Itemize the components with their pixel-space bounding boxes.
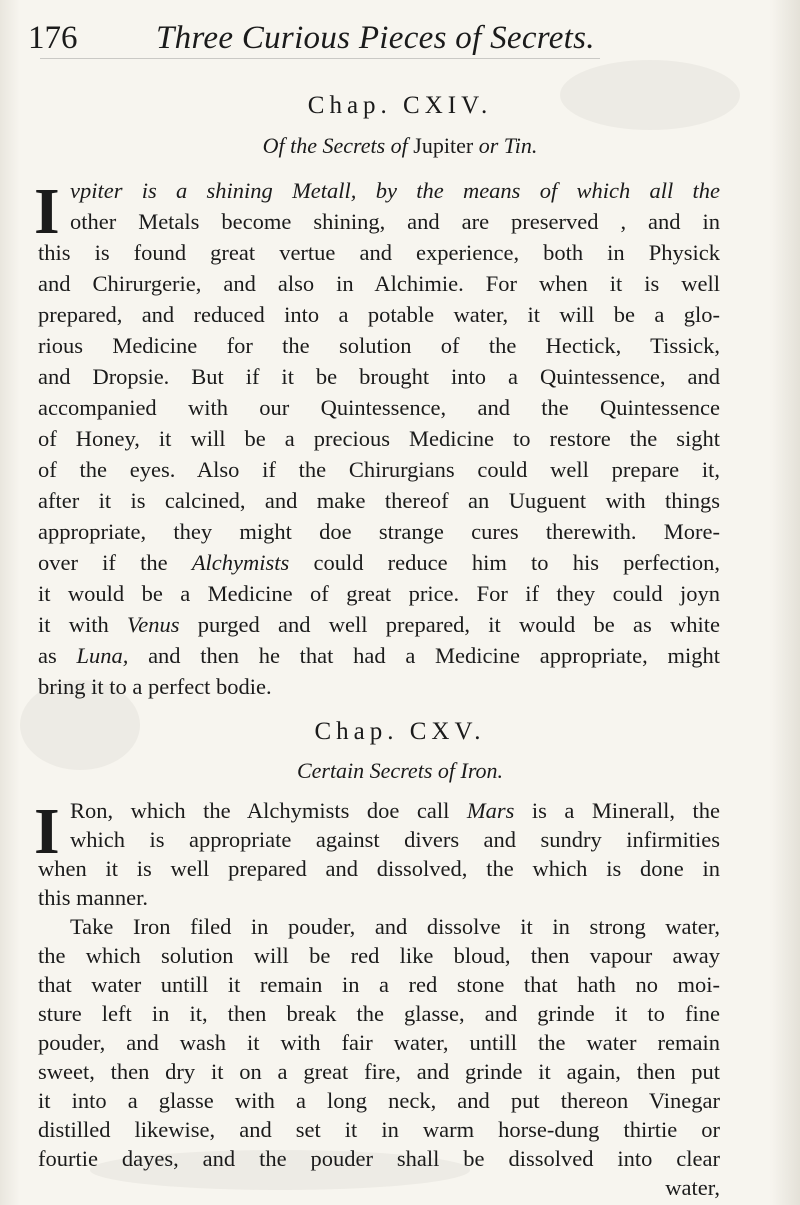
- text-line: rious Medicine for the solution of the Hectick, Tissick,: [38, 333, 720, 358]
- text-line: appropriate, they might doe strange cures therewith. More-: [38, 519, 720, 544]
- text-line: it would be a Medicine of great price. For if they could joyn: [38, 581, 720, 606]
- chapter-114-heading: Chap. CXIV.: [307, 92, 493, 119]
- text-line: and Chirurgerie, and also in Alchimie. For when it is well: [38, 271, 720, 296]
- text-line: fourtie dayes, and the pouder shall be dissolved into clear: [38, 1146, 720, 1171]
- text-line: this is found great vertue and experience, both in Physick: [38, 240, 720, 265]
- text-line: after it is calcined, and make thereof an Uuguent with things: [38, 488, 720, 513]
- text-line: Take Iron filed in pouder, and dissolve it in strong water,: [70, 914, 720, 939]
- catchword: water,: [665, 1175, 720, 1200]
- page-number: 176: [28, 20, 78, 56]
- text-line: sture left in it, then break the glasse, and grinde it to fine: [38, 1001, 720, 1026]
- subtitle-part: Of the Secrets of: [262, 133, 408, 158]
- drop-cap: I: [34, 795, 60, 868]
- text-line: sweet, then dry it on a great fire, and grinde it again, then put: [38, 1059, 720, 1084]
- text-line: and Dropsie. But if it be brought into a Quintessence, and: [38, 364, 720, 389]
- text-line: prepared, and reduced into a potable water, it will be a glo-: [38, 302, 720, 327]
- subtitle-part: Jupiter: [413, 133, 474, 158]
- text-line: that water untill it remain in a red stone that hath no moi-: [38, 972, 720, 997]
- text-line: bring it to a perfect bodie.: [38, 674, 272, 699]
- text-line: it with Venus purged and well prepared, it would be as white: [38, 612, 720, 637]
- header-rule: [40, 58, 600, 59]
- text-line: other Metals become shining, and are preserved , and in: [70, 209, 720, 234]
- text-line: of the eyes. Also if the Chirurgians could well prepare it,: [38, 457, 720, 482]
- text-line: the which solution will be red like bloud, then vapour away: [38, 943, 720, 968]
- text-line: of Honey, it will be a precious Medicine to restore the sight: [38, 426, 720, 451]
- subtitle-part: or Tin.: [478, 133, 538, 158]
- chapter-114-subtitle: [0, 133, 800, 159]
- text-line: this manner.: [38, 885, 148, 910]
- text-line: which is appropriate against divers and sundry infirmities: [70, 827, 720, 852]
- chapter-115-subtitle: Certain Secrets of Iron.: [296, 758, 504, 783]
- text-line: Ron, which the Alchymists doe call Mars is a Minerall, the: [70, 798, 720, 823]
- text-line: as Luna, and then he that had a Medicine appropriate, might: [38, 643, 721, 668]
- text-line: accompanied with our Quintessence, and the Quintessence: [38, 395, 720, 420]
- text-line: vpiter is a shining Metall, by the means of which all the: [70, 178, 720, 203]
- text-line: distilled likewise, and set it in warm horse-dung thirtie or: [38, 1117, 720, 1142]
- running-head: [28, 14, 728, 64]
- drop-cap: I: [34, 175, 60, 248]
- chapter-115-heading: Chap. CXV.: [314, 718, 486, 745]
- text-line: pouder, and wash it with fair water, untill the water remain: [38, 1030, 720, 1055]
- text-line: when it is well prepared and dissolved, the which is done in: [38, 856, 720, 881]
- text-line: it into a glasse with a long neck, and put thereon Vinegar: [38, 1088, 720, 1113]
- text-line: over if the Alchymists could reduce him to his perfection,: [38, 550, 720, 575]
- running-title: Three Curious Pieces of Secrets.: [156, 20, 595, 56]
